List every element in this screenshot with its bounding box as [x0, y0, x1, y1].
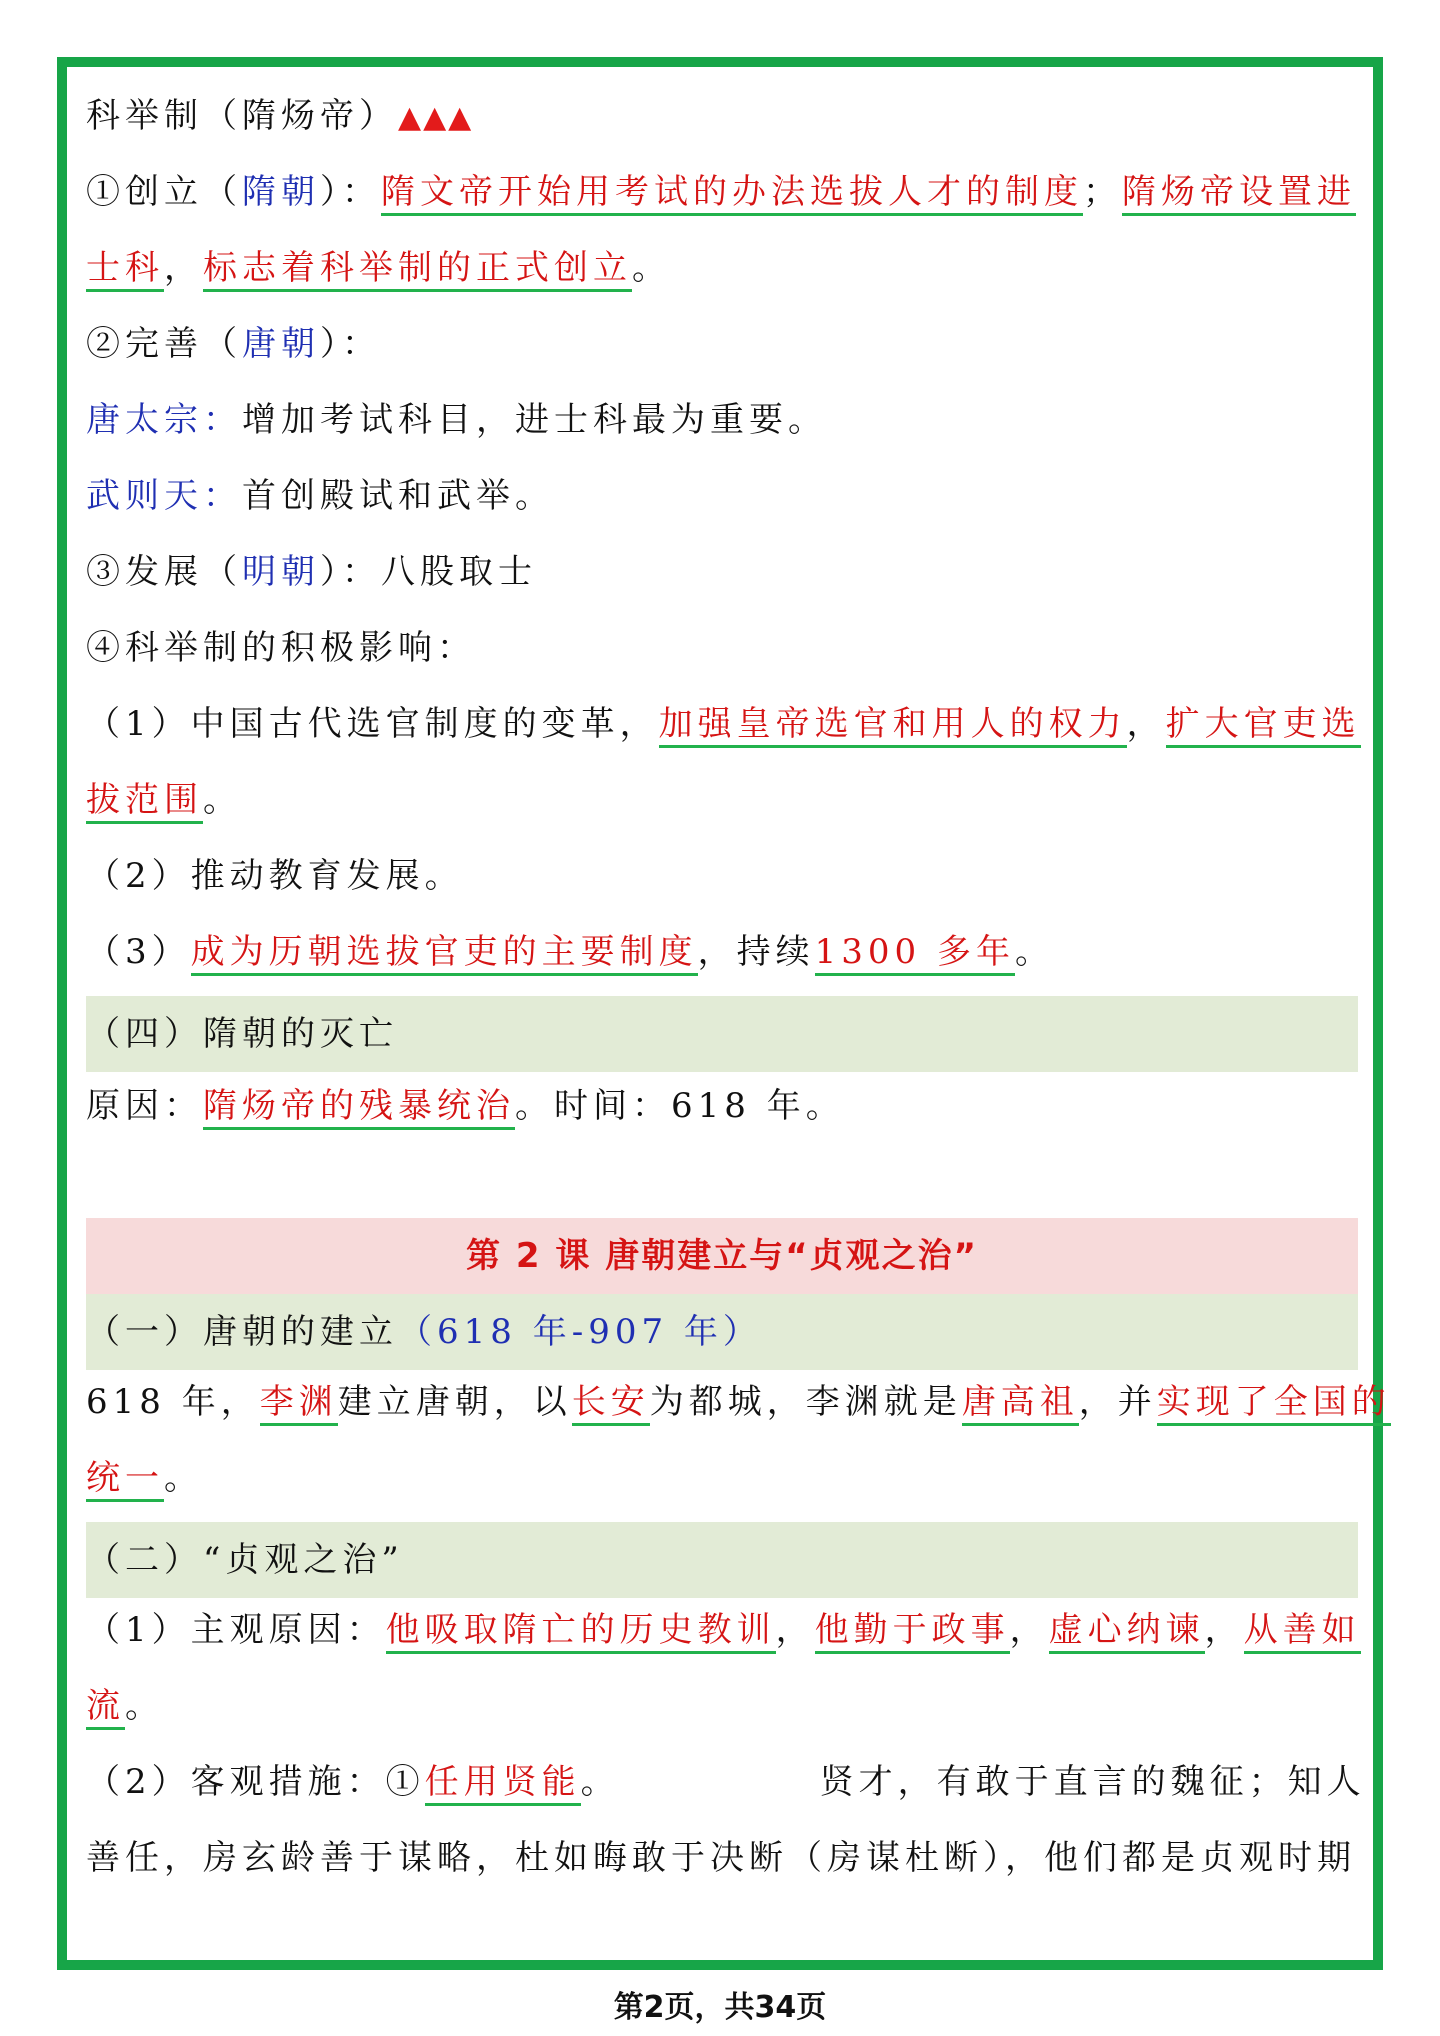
tang-founding-line: 618 年，李渊建立唐朝，以长安为都城，李渊就是唐高祖，并实现了全国的 [86, 1374, 1358, 1430]
impact-1-line: （1）中国古代选官制度的变革，加强皇帝选官和用人的权力，扩大官吏选 [86, 696, 1358, 752]
sui-fall-cause-line: 原因：隋炀帝的残暴统治。时间：618 年。 [86, 1078, 1358, 1134]
section-heading-sui-fall: （四）隋朝的灭亡 [86, 996, 1358, 1072]
page-number: 第2页，共34页 [613, 1990, 827, 2025]
impact-1-line-2: 拔范围。 [86, 772, 1358, 828]
keju-improve-line: ②完善（唐朝）： [86, 324, 381, 364]
keju-origin-line-2: 士科，标志着科举制的正式创立。 [86, 240, 1358, 296]
section-heading-zhenguan: （二）“贞观之治” [86, 1522, 1358, 1598]
dynasty-ming: 明朝 [242, 552, 320, 592]
impact-2-line: （2）推动教育发展。 [86, 856, 464, 896]
tang-founding-line-2: 统一。 [86, 1450, 1358, 1506]
dynasty-sui: 隋朝 [242, 172, 320, 212]
subjective-reasons-line-2: 流。 [86, 1678, 1358, 1734]
dynasty-tang: 唐朝 [242, 324, 320, 364]
objective-measures-line-2: 善任，房玄龄善于谋略，杜如晦敢于决断（房谋杜断），他们都是贞观时期 [86, 1838, 1356, 1878]
keypoint-wendi: 隋文帝开始用考试的办法选拔人才的制度 [381, 172, 1083, 216]
keju-origin-line: ①创立（隋朝）：隋文帝开始用考试的办法选拔人才的制度；隋炀帝设置进 [86, 164, 1358, 220]
objective-measures-line: （2）客观措施：①任用贤能。 贤才，有敢于直言的魏征；知人 [86, 1754, 1358, 1810]
section-heading-tang-founding: （一）唐朝的建立（618 年-907 年） [86, 1294, 1358, 1370]
lesson-title: 第 2 课 唐朝建立与“贞观之治” [86, 1218, 1358, 1294]
keju-title: 科举制（隋炀帝） [86, 96, 398, 136]
keju-title-line [86, 88, 1358, 144]
emperor-wuzetian: 武则天： [86, 476, 242, 516]
keypoint-yangdi: 隋炀帝设置进 [1122, 172, 1356, 216]
taizong-line: 唐太宗：增加考试科目，进士科最为重要。 [86, 400, 827, 440]
keju-develop-line: ③发展（明朝）：八股取士 [86, 552, 537, 592]
importance-triangles-icon: ▲▲▲ [398, 100, 474, 135]
wuzetian-line: 武则天：首创殿试和武举。 [86, 476, 554, 516]
emperor-taizong: 唐太宗： [86, 400, 242, 440]
keju-impact-title: ④科举制的积极影响： [86, 628, 476, 668]
impact-3-line: （3）成为历朝选拔官吏的主要制度，持续1300 多年。 [86, 924, 1358, 980]
tang-date-range: （618 年-907 年） [398, 1312, 762, 1352]
subjective-reasons-line: （1）主观原因：他吸取隋亡的历史教训，他勤于政事，虚心纳谏，从善如 [86, 1602, 1358, 1658]
keypoint-founding: 标志着科举制的正式创立 [203, 248, 632, 292]
